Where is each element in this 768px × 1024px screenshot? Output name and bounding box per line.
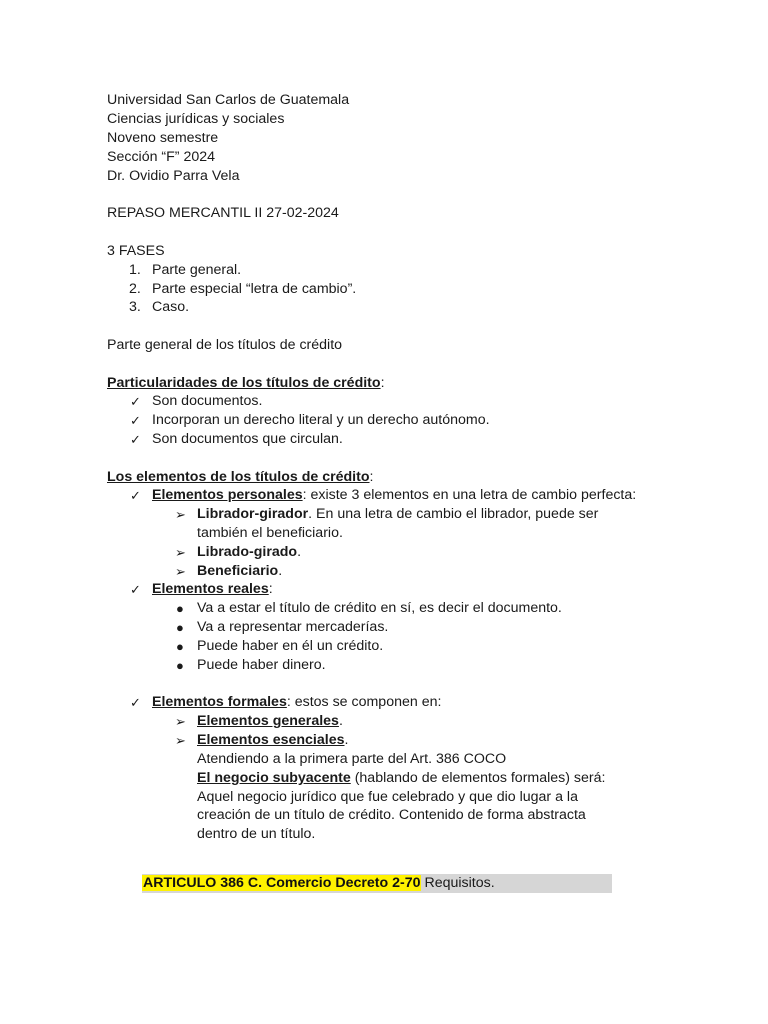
faculty-name: Ciencias jurídicas y sociales [107,111,285,127]
list-item: Va a estar el título de crédito en sí, es decir el documento. [197,600,562,616]
phase-text: Caso. [152,299,190,315]
arrow-bullet-icon: ➢ [175,507,186,522]
elementos-heading: Los elementos de los títulos de crédito: [107,469,374,485]
phase-item [129,280,141,299]
description-line: Aquel negocio jurídico que fue celebrado y que dio lugar a la [197,789,578,805]
checkmark-icon: ✓ [130,695,141,710]
elementos-reales: Elementos reales: [152,581,273,597]
elementos-personales: Elementos personales: existe 3 elementos en una letra de cambio perfecta: [152,487,637,503]
dot-bullet-icon: ● [176,620,184,635]
list-item: Librado-girado. [197,544,302,560]
dot-bullet-icon: ● [176,658,184,673]
phase-text: Parte especial “letra de cambio”. [152,281,357,297]
list-item-continuation: también el beneficiario. [197,525,343,541]
arrow-bullet-icon: ➢ [175,714,186,729]
arrow-bullet-icon: ➢ [175,733,186,748]
phase-text: Parte general. [152,262,242,278]
checkmark-icon: ✓ [130,488,141,503]
document-title: REPASO MERCANTIL II 27-02-2024 [107,205,339,221]
general-part-heading: Parte general de los títulos de crédito [107,337,343,353]
phase-item [129,298,141,317]
checkmark-icon: ✓ [130,394,141,409]
particularidades-heading: Particularidades de los títulos de crédito: [107,375,385,391]
semester: Noveno semestre [107,130,219,146]
phases-heading: 3 FASES [107,243,165,259]
phase-item [129,261,141,280]
professor: Dr. Ovidio Parra Vela [107,168,240,184]
university-name: Universidad San Carlos de Guatemala [107,92,350,108]
elementos-formales: Elementos formales: estos se componen en: [152,694,442,710]
dot-bullet-icon: ● [176,601,184,616]
phase-number: 3. [129,299,141,315]
article-note: Atendiendo a la primera parte del Art. 386 COCO [197,751,507,767]
phase-number: 1. [129,262,141,278]
list-item: Son documentos. [152,393,263,409]
section: Sección “F” 2024 [107,149,216,165]
list-item: Son documentos que circulan. [152,431,343,447]
arrow-bullet-icon: ➢ [175,564,186,579]
list-item: Va a representar mercaderías. [197,619,389,635]
list-item: Librador-girador. En una letra de cambio el librador, puede ser [197,506,599,522]
articulo-banner [142,874,612,893]
description-line: creación de un título de crédito. Contenido de forma abstracta [197,807,586,823]
checkmark-icon: ✓ [130,432,141,447]
list-item: Beneficiario. [197,563,283,579]
articulo-requisitos: Requisitos. [420,875,495,891]
list-item: Elementos esenciales. [197,732,349,748]
list-item: Puede haber dinero. [197,657,326,673]
arrow-bullet-icon: ➢ [175,545,186,560]
articulo-highlight: ARTICULO 386 C. Comercio Decreto 2-70 [143,875,421,891]
checkmark-icon: ✓ [130,582,141,597]
phase-number: 2. [129,281,141,297]
list-item: Puede haber en él un crédito. [197,638,384,654]
checkmark-icon: ✓ [130,413,141,428]
negocio-subyacente: El negocio subyacente (hablando de elementos formales) será: [197,770,606,786]
dot-bullet-icon: ● [176,639,184,654]
description-line: dentro de un título. [197,826,316,842]
list-item: Elementos generales. [197,713,343,729]
list-item: Incorporan un derecho literal y un derecho autónomo. [152,412,490,428]
